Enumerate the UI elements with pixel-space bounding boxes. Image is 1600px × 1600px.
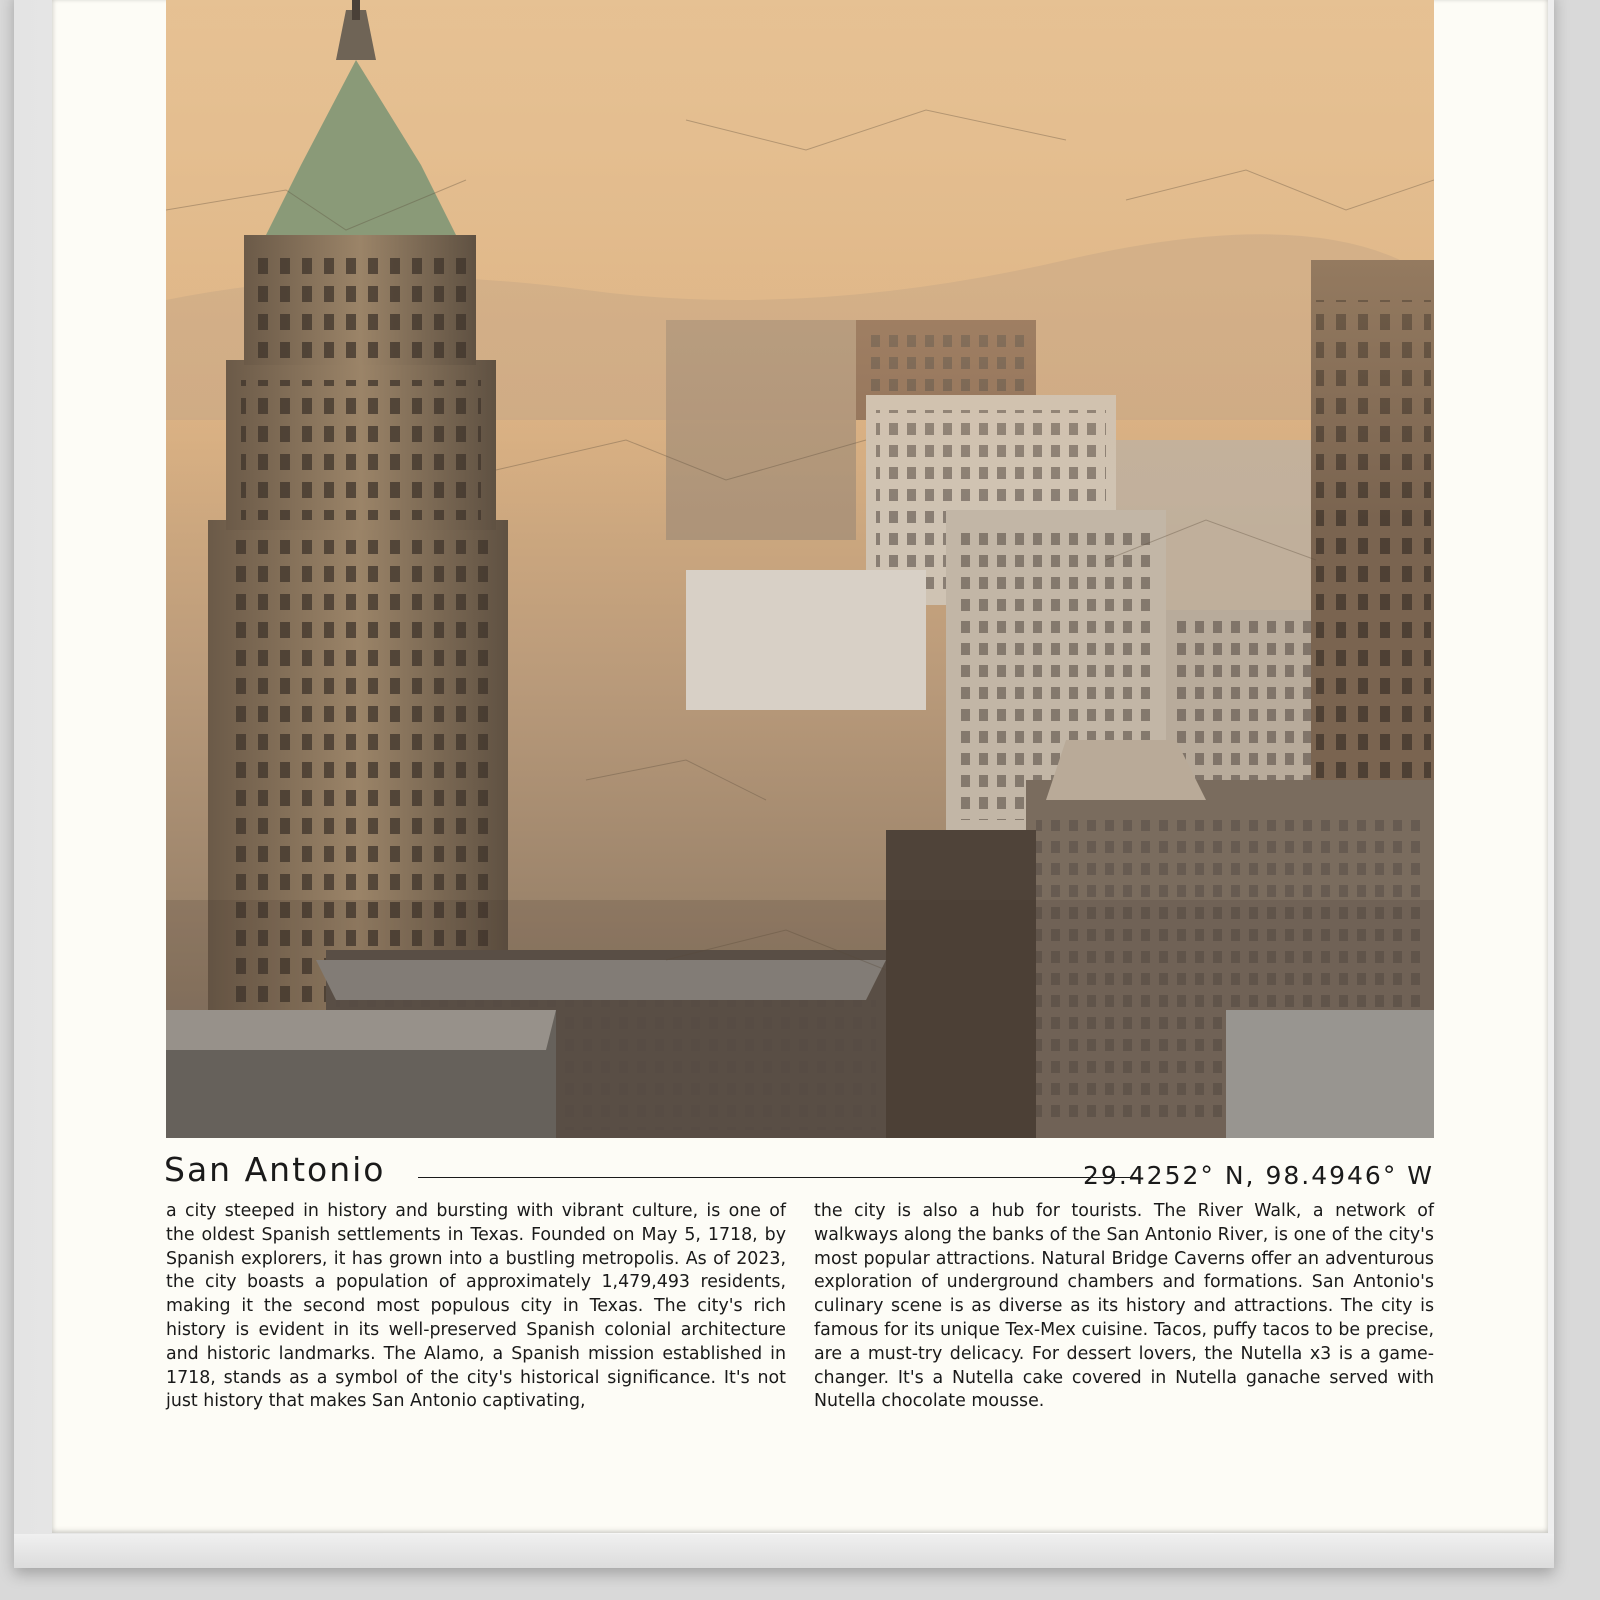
city-skyline-painting [166,0,1434,1138]
city-coordinates: 29.4252° N, 98.4946° W [1083,1161,1434,1190]
city-title: San Antonio [164,1150,386,1189]
description-right-column: the city is also a hub for tourists. The River Walk, a network of walkways along the banks of the San Antonio River, is one of the city's most popular attractions. Natural Bridge Caverns offer an adventurous exploration of underground chambers and formations. San Antonio's culinary scene is as diverse as its history and attractions. The city is famous for its unique Tex-Mex cuisine. Tacos, puffy tacos to be precise, are a must-try delicacy. For dessert lovers, the Nutella x3 is a game-changer. It's a Nutella cake covered in Nutella ganache served with Nutella chocolate mousse. [814,1201,1434,1412]
title-divider-line [418,1177,1138,1178]
description-left-column: a city steeped in history and bursting with vibrant culture, is one of the oldest Spanish settlements in Texas. Founded on May 5, 1718, by Spanish explorers, it has grown into a bustling metropolis. As of 2023, the city boasts a population of approximately 1,479,493 residents, making it the second most populous city in Texas. The city's rich history is evident in its well-preserved Spanish colonial architecture and historic landmarks. The Alamo, a Spanish mission established in 1718, stands as a symbol of the city's historical significance. It's not just history that makes San Antonio captivating, [166,1201,786,1412]
poster [52,0,1548,1533]
